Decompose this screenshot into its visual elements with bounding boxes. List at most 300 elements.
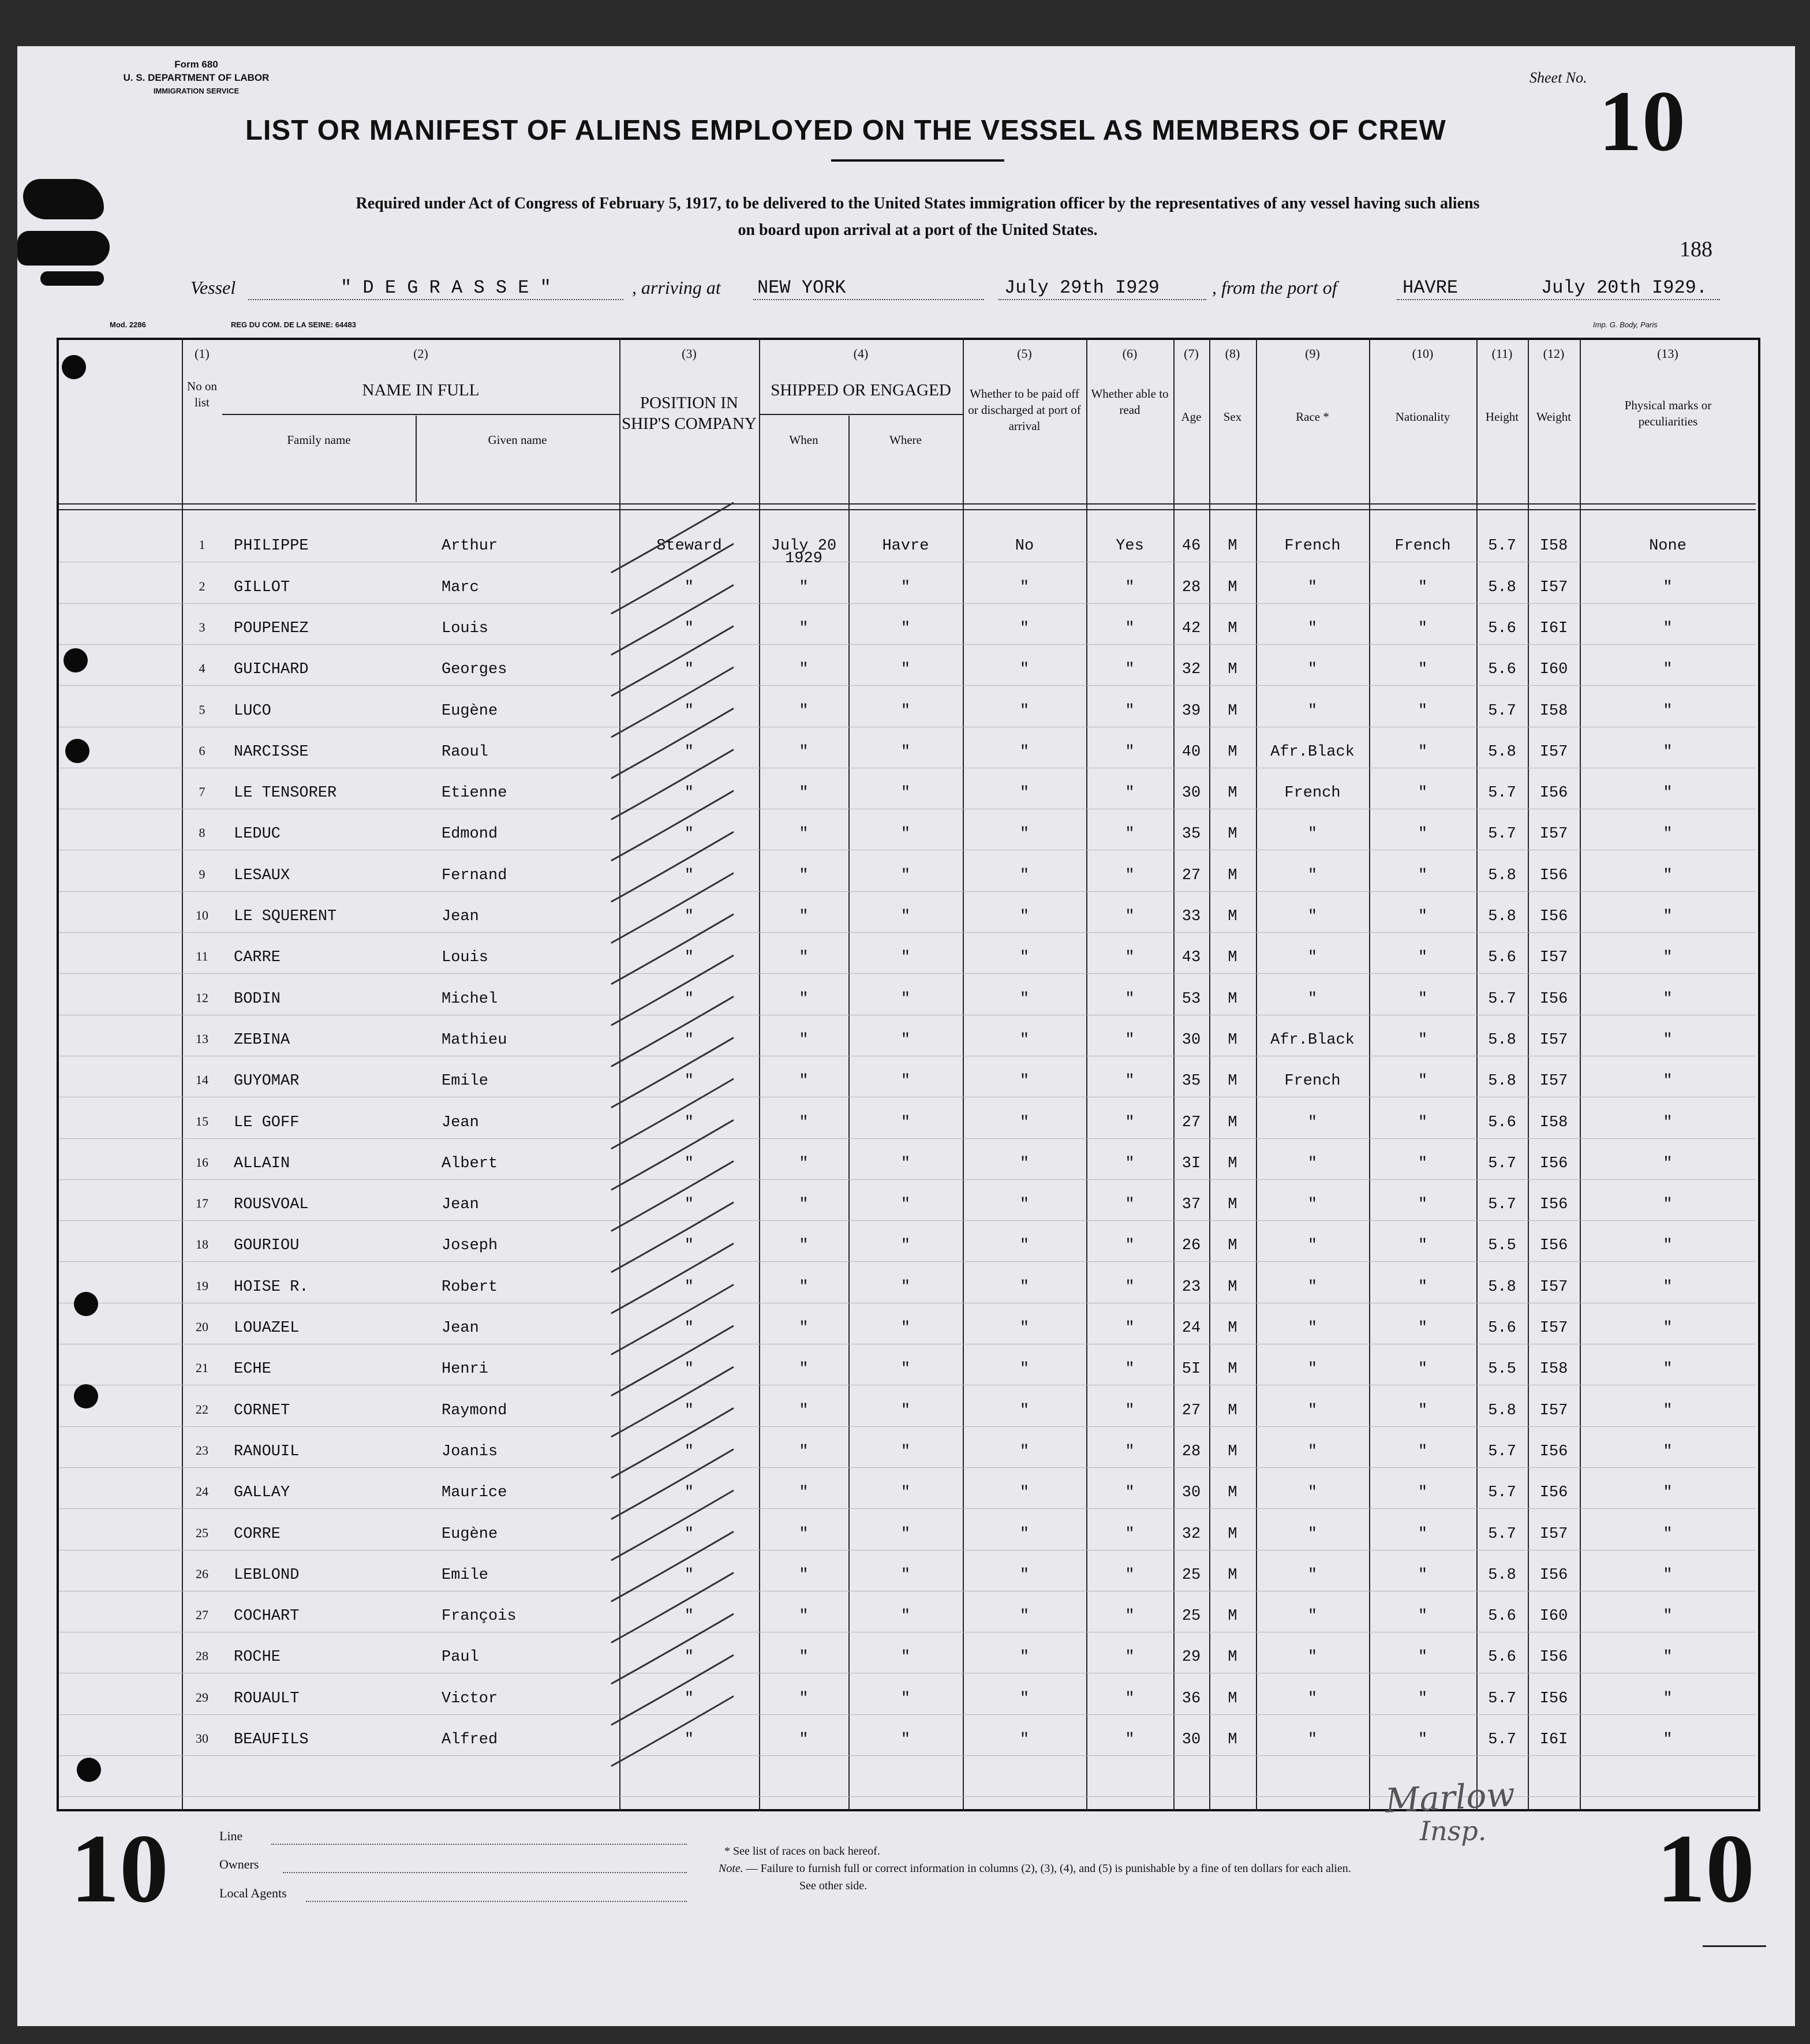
cell-row-number: 18 — [196, 1237, 208, 1252]
cell-shipped-when: " — [799, 619, 809, 637]
cell-physical-marks: " — [1663, 825, 1673, 843]
table-row — [17, 1608, 1795, 1628]
cell-shipped-when: " — [799, 866, 809, 884]
cell-age: 5I — [1181, 1361, 1201, 1378]
check-stroke — [612, 1161, 733, 1231]
cell-shipped-where: " — [900, 1566, 911, 1584]
cell-shipped-when: " — [799, 1320, 809, 1337]
manifest-sheet — [17, 46, 1795, 2026]
cell-height: 5.6 — [1488, 619, 1516, 637]
cell-row-number: 5 — [199, 702, 205, 717]
cell-physical-marks: None — [1649, 537, 1686, 555]
cell-physical-marks: " — [1663, 1361, 1673, 1378]
cell-weight: I56 — [1539, 1690, 1568, 1707]
cell-shipped-when: " — [799, 661, 809, 679]
cell-shipped-where: " — [900, 1154, 911, 1172]
arrival-port: NEW YORK — [757, 277, 846, 298]
cell-position: " — [684, 1525, 694, 1543]
cell-family-name: LE SQUERENT — [234, 908, 337, 925]
cell-paid-off: " — [1019, 1361, 1030, 1378]
cell-given-name: Jean — [442, 1196, 479, 1214]
inspector-signature: Marlow — [1384, 1774, 1516, 1821]
arrival-port-dotted-line — [753, 299, 984, 300]
cell-nationality: " — [1418, 908, 1428, 925]
cell-paid-off: " — [1019, 1154, 1030, 1172]
check-stroke — [612, 544, 733, 614]
header-given-name: Given name — [488, 433, 547, 447]
arrival-date: July 29th I929 — [1004, 277, 1160, 298]
ruled-line — [59, 685, 1756, 686]
cell-age: 27 — [1181, 1113, 1201, 1131]
table-row — [17, 702, 1795, 723]
department-name: U. S. DEPARTMENT OF LABOR — [123, 72, 270, 83]
cell-age: 30 — [1181, 1484, 1201, 1502]
table-row — [17, 825, 1795, 846]
cell-row-number: 25 — [196, 1525, 208, 1540]
cell-family-name: CORNET — [234, 1402, 290, 1419]
cell-given-name: Emile — [442, 1566, 489, 1584]
table-row — [17, 743, 1795, 764]
header-no-on-list: No on list — [187, 379, 217, 409]
cell-nationality: " — [1418, 1731, 1428, 1748]
form-header — [104, 58, 289, 98]
cell-race: French — [1284, 1073, 1341, 1090]
cell-nationality: " — [1418, 1443, 1428, 1460]
cell-weight: I56 — [1539, 1566, 1568, 1584]
cell-nationality: " — [1418, 1690, 1428, 1707]
cell-shipped-where: " — [900, 1073, 911, 1090]
cell-shipped-when: " — [799, 908, 809, 925]
table-row — [17, 1526, 1795, 1546]
table-row — [17, 1320, 1795, 1340]
cell-shipped-where: " — [900, 1361, 911, 1378]
cell-row-number: 16 — [196, 1154, 208, 1169]
binder-hole — [65, 739, 89, 763]
line-label: Line — [219, 1829, 243, 1843]
cell-physical-marks: " — [1663, 1443, 1673, 1460]
cell-given-name: Edmond — [442, 825, 498, 843]
required-line-1: Required under Act of Congress of February 5, 1917, to be delivered to the United States immigration officer by the representatives of any vessel having such aliens — [356, 195, 1480, 212]
cell-able-to-read: " — [1125, 1608, 1135, 1626]
cell-race: " — [1307, 1443, 1318, 1460]
cell-nationality: " — [1418, 1113, 1428, 1131]
cell-position: " — [684, 990, 694, 1008]
cell-physical-marks: " — [1663, 1608, 1673, 1626]
inspector-title: Insp. — [1420, 1815, 1487, 1847]
cell-given-name: Eugène — [442, 1525, 498, 1543]
cell-paid-off: " — [1019, 1443, 1030, 1460]
cell-nationality: " — [1418, 1320, 1428, 1337]
cell-sex: M — [1228, 908, 1237, 925]
cell-nationality: " — [1418, 1525, 1428, 1543]
see-other-side: See other side. — [799, 1879, 867, 1892]
cell-height: 5.7 — [1488, 1196, 1516, 1214]
cell-weight: I56 — [1539, 784, 1568, 802]
cell-height: 5.7 — [1488, 1484, 1516, 1502]
cell-sex: M — [1228, 1690, 1237, 1707]
cell-given-name: Marc — [442, 578, 479, 596]
cell-age: 43 — [1181, 949, 1201, 967]
cell-physical-marks: " — [1663, 1154, 1673, 1172]
cell-sex: M — [1228, 990, 1237, 1008]
cell-position: " — [684, 743, 694, 761]
cell-position: " — [684, 1278, 694, 1296]
cell-race: " — [1307, 866, 1318, 884]
check-stroke — [612, 956, 733, 1025]
cell-sex: M — [1228, 1031, 1237, 1049]
cell-position: " — [684, 784, 694, 802]
cell-shipped-where: " — [900, 1196, 911, 1214]
cell-given-name: Arthur — [442, 537, 498, 555]
cell-shipped-when: " — [799, 1484, 809, 1502]
cell-given-name: Raymond — [442, 1402, 507, 1419]
cell-family-name: ECHE — [234, 1361, 271, 1378]
cell-row-number: 12 — [196, 990, 208, 1005]
cell-family-name: BEAUFILS — [234, 1731, 309, 1748]
sheet-stamp-right: 10 — [1656, 1814, 1755, 1923]
check-stroke — [612, 668, 733, 737]
cell-shipped-where: " — [900, 990, 911, 1008]
cell-height: 5.7 — [1488, 1525, 1516, 1543]
from-port-label: , from the port of — [1212, 277, 1337, 298]
cell-sex: M — [1228, 1278, 1237, 1296]
cell-able-to-read: " — [1125, 578, 1135, 596]
cell-family-name: COCHART — [234, 1608, 300, 1626]
cell-weight: I57 — [1539, 1278, 1568, 1296]
cell-weight: I60 — [1539, 661, 1568, 679]
colnum-10: (10) — [1412, 346, 1434, 361]
cell-sex: M — [1228, 825, 1237, 843]
ruled-line — [59, 891, 1756, 892]
cell-nationality: " — [1418, 1484, 1428, 1502]
cell-height: 5.5 — [1488, 1361, 1516, 1378]
cell-sex: M — [1228, 619, 1237, 637]
cell-age: 30 — [1181, 1031, 1201, 1049]
cell-age: 32 — [1181, 661, 1201, 679]
cell-position: " — [684, 619, 694, 637]
cell-able-to-read: " — [1125, 743, 1135, 761]
cell-position: " — [684, 1566, 694, 1584]
cell-sex: M — [1228, 661, 1237, 679]
header-able-read: Whether able to read — [1091, 387, 1169, 417]
required-statement — [167, 190, 1668, 244]
cell-sex: M — [1228, 1320, 1237, 1337]
cell-shipped-when: " — [799, 1196, 809, 1214]
cell-row-number: 1 — [199, 537, 205, 552]
cell-nationality: " — [1418, 1361, 1428, 1378]
cell-able-to-read: " — [1125, 1031, 1135, 1049]
cell-family-name: ALLAIN — [234, 1154, 290, 1172]
cell-race: French — [1284, 537, 1341, 555]
cell-age: 27 — [1181, 1402, 1201, 1419]
cell-able-to-read: " — [1125, 1320, 1135, 1337]
cell-family-name: NARCISSE — [234, 743, 309, 761]
table-row — [17, 1032, 1795, 1052]
binder-hole — [74, 1292, 98, 1316]
cell-physical-marks: " — [1663, 1566, 1673, 1584]
ruled-line — [59, 1508, 1756, 1509]
cell-weight: I56 — [1539, 1237, 1568, 1255]
cell-paid-off: " — [1019, 1196, 1030, 1214]
cell-age: 40 — [1181, 743, 1201, 761]
ink-blot — [17, 231, 110, 266]
cell-weight: I56 — [1539, 866, 1568, 884]
check-stroke — [612, 914, 733, 984]
cell-row-number: 15 — [196, 1113, 208, 1129]
cell-weight: I57 — [1539, 1402, 1568, 1419]
cell-sex: M — [1228, 1237, 1237, 1255]
cell-height: 5.8 — [1488, 1031, 1516, 1049]
cell-family-name: CORRE — [234, 1525, 281, 1543]
cell-shipped-where: Havre — [882, 537, 929, 555]
cell-given-name: Raoul — [442, 743, 489, 761]
cell-age: 42 — [1181, 619, 1201, 637]
ruled-line — [59, 603, 1756, 604]
cell-sex: M — [1228, 537, 1237, 555]
cell-physical-marks: " — [1663, 1113, 1673, 1131]
cell-race: " — [1307, 1361, 1318, 1378]
cell-family-name: LEDUC — [234, 825, 281, 843]
cell-family-name: LUCO — [234, 702, 271, 720]
cell-nationality: " — [1418, 1031, 1428, 1049]
cell-family-name: RANOUIL — [234, 1443, 300, 1460]
cell-weight: I57 — [1539, 743, 1568, 761]
sheet-stamp-left: 10 — [70, 1814, 169, 1923]
cell-shipped-where: " — [900, 1320, 911, 1337]
cell-physical-marks: " — [1663, 1649, 1673, 1666]
cell-shipped-when: " — [799, 990, 809, 1008]
cell-family-name: LEBLOND — [234, 1566, 300, 1584]
cell-able-to-read: " — [1125, 784, 1135, 802]
cell-weight: I57 — [1539, 1525, 1568, 1543]
required-line-2: on board upon arrival at a port of the United States. — [738, 221, 1098, 239]
binder-hole — [77, 1758, 101, 1782]
cell-shipped-when: " — [799, 702, 809, 720]
cell-given-name: Georges — [442, 661, 507, 679]
cell-height: 5.6 — [1488, 1320, 1516, 1337]
cell-able-to-read: " — [1125, 1073, 1135, 1090]
cell-paid-off: " — [1019, 825, 1030, 843]
table-row — [17, 1690, 1795, 1711]
cell-race: " — [1307, 702, 1318, 720]
cell-nationality: " — [1418, 866, 1428, 884]
cell-paid-off: " — [1019, 1484, 1030, 1502]
cell-age: 25 — [1181, 1566, 1201, 1584]
cell-paid-off: " — [1019, 1731, 1030, 1748]
cell-height: 5.6 — [1488, 1649, 1516, 1666]
cell-able-to-read: " — [1125, 1443, 1135, 1460]
cell-able-to-read: " — [1125, 1278, 1135, 1296]
cell-position: " — [684, 1237, 694, 1255]
races-note: * See list of races on back hereof. — [724, 1845, 880, 1858]
cell-height: 5.6 — [1488, 661, 1516, 679]
note-label: Note. — [719, 1862, 743, 1875]
check-stroke — [612, 1491, 733, 1560]
registry-number: REG DU COM. DE LA SEINE: 64483 — [231, 320, 356, 329]
table-row — [17, 537, 1795, 568]
cell-weight: I58 — [1539, 1361, 1568, 1378]
cell-paid-off: " — [1019, 908, 1030, 925]
cell-sex: M — [1228, 949, 1237, 967]
cell-nationality: French — [1394, 537, 1451, 555]
cell-paid-off: " — [1019, 1525, 1030, 1543]
cell-race: " — [1307, 1196, 1318, 1214]
table-row — [17, 991, 1795, 1011]
cell-physical-marks: " — [1663, 1484, 1673, 1502]
table-row — [17, 1279, 1795, 1299]
cell-given-name: Louis — [442, 949, 489, 967]
cell-race: " — [1307, 1690, 1318, 1707]
cell-nationality: " — [1418, 1566, 1428, 1584]
cell-sex: M — [1228, 1649, 1237, 1666]
service-name: IMMIGRATION SERVICE — [153, 87, 240, 95]
cell-weight: I57 — [1539, 1031, 1568, 1049]
cell-position: " — [684, 1113, 694, 1131]
cell-shipped-where: " — [900, 866, 911, 884]
cell-sex: M — [1228, 1608, 1237, 1626]
cell-paid-off: " — [1019, 990, 1030, 1008]
cell-shipped-when: " — [799, 1443, 809, 1460]
binder-hole — [63, 648, 88, 672]
cell-race: " — [1307, 1237, 1318, 1255]
cell-age: 3I — [1181, 1154, 1201, 1172]
cell-shipped-when: " — [799, 1649, 809, 1666]
header-family-name: Family name — [287, 433, 351, 447]
cell-family-name: LE TENSORER — [234, 784, 337, 802]
cell-physical-marks: " — [1663, 619, 1673, 637]
cell-paid-off: " — [1019, 1690, 1030, 1707]
cell-position: " — [684, 1154, 694, 1172]
shipped-subheader-line — [759, 414, 963, 415]
cell-weight: I6I — [1539, 1731, 1568, 1748]
colnum-3: (3) — [682, 346, 697, 361]
ruled-line — [59, 1179, 1756, 1180]
cell-physical-marks: " — [1663, 990, 1673, 1008]
cell-height: 5.7 — [1488, 825, 1516, 843]
check-stroke — [612, 1202, 733, 1272]
table-row — [17, 1731, 1795, 1752]
cell-paid-off: " — [1019, 784, 1030, 802]
cell-race: Afr.Black — [1270, 1031, 1355, 1049]
binder-hole — [62, 355, 86, 379]
check-stroke — [612, 1697, 733, 1766]
cell-given-name: Etienne — [442, 784, 507, 802]
cell-able-to-read: " — [1125, 825, 1135, 843]
ruled-line — [59, 1467, 1756, 1468]
cell-physical-marks: " — [1663, 661, 1673, 679]
cell-given-name: Michel — [442, 990, 498, 1008]
cell-position: " — [684, 1402, 694, 1419]
cell-height: 5.8 — [1488, 866, 1516, 884]
check-stroke — [612, 1079, 733, 1149]
cell-sex: M — [1228, 578, 1237, 596]
ruled-line — [59, 1138, 1756, 1139]
cell-shipped-where: " — [900, 1402, 911, 1419]
cell-able-to-read: " — [1125, 1525, 1135, 1543]
cell-row-number: 11 — [196, 949, 208, 964]
cell-sex: M — [1228, 1402, 1237, 1419]
colnum-12: (12) — [1543, 346, 1565, 361]
cell-paid-off: " — [1019, 949, 1030, 967]
cell-sex: M — [1228, 743, 1237, 761]
cell-sex: M — [1228, 1566, 1237, 1584]
cell-row-number: 14 — [196, 1073, 208, 1088]
cell-shipped-where: " — [900, 1237, 911, 1255]
cell-position: " — [684, 661, 694, 679]
cell-row-number: 29 — [196, 1690, 208, 1705]
cell-given-name: Maurice — [442, 1484, 507, 1502]
cell-shipped-where: " — [900, 1278, 911, 1296]
check-stroke — [612, 1449, 733, 1519]
cell-family-name: GUICHARD — [234, 661, 309, 679]
cell-sex: M — [1228, 1525, 1237, 1543]
cell-given-name: Louis — [442, 619, 489, 637]
header-weight: Weight — [1536, 410, 1572, 424]
cell-row-number: 7 — [199, 784, 205, 799]
cell-shipped-when: " — [799, 1361, 809, 1378]
cell-physical-marks: " — [1663, 949, 1673, 967]
cell-weight: I56 — [1539, 1649, 1568, 1666]
cell-able-to-read: " — [1125, 990, 1135, 1008]
printer-credit: Imp. G. Body, Paris — [1593, 320, 1658, 329]
cell-given-name: Mathieu — [442, 1031, 507, 1049]
cell-family-name: LE GOFF — [234, 1113, 300, 1131]
cell-height: 5.8 — [1488, 1402, 1516, 1419]
cell-position: " — [684, 1731, 694, 1748]
cell-paid-off: " — [1019, 1237, 1030, 1255]
cell-shipped-where: " — [900, 743, 911, 761]
cell-race: " — [1307, 1320, 1318, 1337]
sheet-number: 10 — [1599, 73, 1685, 169]
cell-given-name: Henri — [442, 1361, 489, 1378]
table-row — [17, 1402, 1795, 1423]
footer-mark — [1703, 1945, 1766, 1947]
ruled-line — [59, 973, 1756, 974]
cell-weight: I57 — [1539, 949, 1568, 967]
local-agents-label: Local Agents — [219, 1886, 287, 1900]
ruled-line — [59, 644, 1756, 645]
cell-given-name: Robert — [442, 1278, 498, 1296]
cell-age: 39 — [1181, 702, 1201, 720]
cell-paid-off: " — [1019, 1649, 1030, 1666]
cell-paid-off: " — [1019, 1031, 1030, 1049]
cell-paid-off: " — [1019, 578, 1030, 596]
cell-physical-marks: " — [1663, 908, 1673, 925]
check-stroke — [612, 1120, 733, 1190]
cell-shipped-when: " — [799, 743, 809, 761]
cell-shipped-where: " — [900, 1031, 911, 1049]
header-when: When — [789, 433, 818, 447]
cell-height: 5.7 — [1488, 1443, 1516, 1460]
owners-dotted-field — [283, 1872, 687, 1873]
header-paid-off: Whether to be paid off or discharged at port of arrival — [968, 387, 1081, 433]
cell-nationality: " — [1418, 990, 1428, 1008]
cell-race: " — [1307, 1113, 1318, 1131]
colnum-6: (6) — [1122, 346, 1138, 361]
cell-physical-marks: " — [1663, 578, 1673, 596]
cell-shipped-when: " — [799, 1690, 809, 1707]
cell-height: 5.7 — [1488, 1690, 1516, 1707]
cell-family-name: CARRE — [234, 949, 281, 967]
cell-weight: I57 — [1539, 1320, 1568, 1337]
cell-able-to-read: " — [1125, 1154, 1135, 1172]
table-row — [17, 784, 1795, 805]
cell-physical-marks: " — [1663, 1402, 1673, 1419]
cell-shipped-when: " — [799, 1031, 809, 1049]
colnum-11: (11) — [1491, 346, 1513, 361]
check-stroke — [612, 873, 733, 943]
check-stroke — [612, 1614, 733, 1683]
